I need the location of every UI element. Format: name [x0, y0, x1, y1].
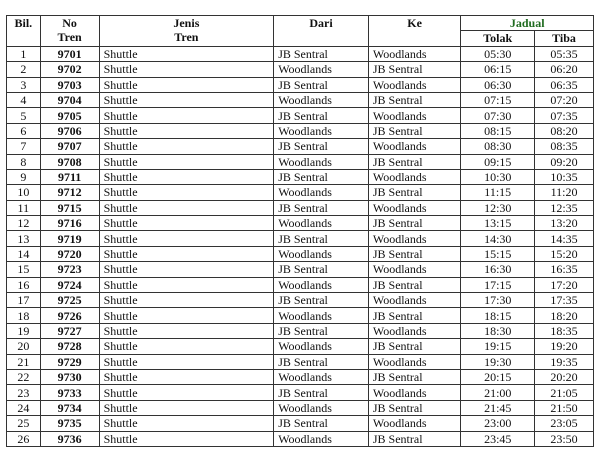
cell-dari: Woodlands: [274, 62, 369, 77]
cell-jenis: Shuttle: [99, 431, 274, 446]
cell-tolak: 15:15: [461, 246, 535, 261]
cell-tiba: 21:05: [535, 385, 594, 400]
cell-dari: JB Sentral: [274, 200, 369, 215]
header-no-line1: No: [62, 16, 77, 30]
table-row: [7, 231, 594, 246]
cell-bil: 3: [7, 77, 41, 92]
cell-tolak: 21:45: [461, 400, 535, 415]
cell-tiba: 07:35: [535, 108, 594, 123]
table-header: [7, 16, 594, 47]
table-row: [7, 339, 594, 354]
cell-bil: 19: [7, 323, 41, 338]
cell-ke: Woodlands: [368, 385, 461, 400]
cell-bil: 25: [7, 416, 41, 431]
cell-tiba: 13:20: [535, 216, 594, 231]
header-bil: [7, 16, 41, 47]
cell-tolak: 10:30: [461, 169, 535, 184]
header-dari: [274, 16, 369, 47]
cell-dari: Woodlands: [274, 185, 369, 200]
cell-tiba: 23:05: [535, 416, 594, 431]
cell-dari: Woodlands: [274, 339, 369, 354]
cell-jenis: Shuttle: [99, 185, 274, 200]
header-tolak: [461, 31, 535, 46]
cell-ke: Woodlands: [368, 354, 461, 369]
cell-no: 9701: [40, 46, 99, 61]
cell-tolak: 19:15: [461, 339, 535, 354]
cell-no: 9734: [40, 400, 99, 415]
cell-ke: Woodlands: [368, 231, 461, 246]
cell-bil: 22: [7, 369, 41, 384]
cell-no: 9725: [40, 293, 99, 308]
cell-tolak: 06:15: [461, 62, 535, 77]
header-jenis-tren: [99, 16, 274, 47]
cell-tolak: 20:15: [461, 369, 535, 384]
cell-ke: JB Sentral: [368, 339, 461, 354]
header-no-line2: Tren: [57, 30, 82, 44]
cell-no: 9703: [40, 77, 99, 92]
table-row: [7, 139, 594, 154]
cell-no: 9727: [40, 323, 99, 338]
cell-no: 9733: [40, 385, 99, 400]
cell-bil: 24: [7, 400, 41, 415]
cell-tiba: 16:35: [535, 262, 594, 277]
cell-bil: 21: [7, 354, 41, 369]
cell-no: 9726: [40, 308, 99, 323]
cell-jenis: Shuttle: [99, 77, 274, 92]
cell-ke: Woodlands: [368, 262, 461, 277]
cell-tiba: 09:20: [535, 154, 594, 169]
cell-tiba: 17:20: [535, 277, 594, 292]
header-bil-label: Bil.: [14, 16, 33, 30]
cell-no: 9723: [40, 262, 99, 277]
cell-dari: Woodlands: [274, 123, 369, 138]
cell-tolak: 06:30: [461, 77, 535, 92]
cell-dari: Woodlands: [274, 216, 369, 231]
header-jadual: [461, 16, 594, 31]
cell-bil: 5: [7, 108, 41, 123]
header-jadual-label: Jadual: [509, 16, 545, 30]
cell-tolak: 09:15: [461, 154, 535, 169]
cell-dari: JB Sentral: [274, 323, 369, 338]
cell-bil: 4: [7, 92, 41, 107]
table-row: [7, 62, 594, 77]
table-row: [7, 169, 594, 184]
cell-ke: Woodlands: [368, 77, 461, 92]
cell-tiba: 10:35: [535, 169, 594, 184]
cell-jenis: Shuttle: [99, 416, 274, 431]
cell-tolak: 14:30: [461, 231, 535, 246]
cell-tiba: 08:20: [535, 123, 594, 138]
cell-tiba: 17:35: [535, 293, 594, 308]
table-row: [7, 246, 594, 261]
cell-no: 9729: [40, 354, 99, 369]
cell-tolak: 07:15: [461, 92, 535, 107]
cell-jenis: Shuttle: [99, 400, 274, 415]
table-row: [7, 92, 594, 107]
cell-bil: 17: [7, 293, 41, 308]
cell-dari: Woodlands: [274, 246, 369, 261]
header-tiba: [535, 31, 594, 46]
cell-dari: Woodlands: [274, 92, 369, 107]
cell-ke: JB Sentral: [368, 369, 461, 384]
cell-bil: 11: [7, 200, 41, 215]
cell-tiba: 21:50: [535, 400, 594, 415]
cell-tolak: 08:15: [461, 123, 535, 138]
cell-jenis: Shuttle: [99, 369, 274, 384]
cell-dari: Woodlands: [274, 369, 369, 384]
cell-no: 9712: [40, 185, 99, 200]
table-row: [7, 354, 594, 369]
cell-dari: JB Sentral: [274, 416, 369, 431]
cell-dari: Woodlands: [274, 431, 369, 446]
cell-no: 9702: [40, 62, 99, 77]
cell-dari: JB Sentral: [274, 354, 369, 369]
cell-no: 9707: [40, 139, 99, 154]
cell-tolak: 05:30: [461, 46, 535, 61]
cell-no: 9719: [40, 231, 99, 246]
cell-tiba: 18:35: [535, 323, 594, 338]
cell-jenis: Shuttle: [99, 323, 274, 338]
cell-tiba: 18:20: [535, 308, 594, 323]
cell-ke: JB Sentral: [368, 277, 461, 292]
cell-no: 9704: [40, 92, 99, 107]
cell-tolak: 12:30: [461, 200, 535, 215]
cell-bil: 18: [7, 308, 41, 323]
cell-dari: Woodlands: [274, 308, 369, 323]
header-no-tren: [40, 16, 99, 47]
cell-jenis: Shuttle: [99, 231, 274, 246]
cell-dari: JB Sentral: [274, 169, 369, 184]
cell-tiba: 12:35: [535, 200, 594, 215]
cell-bil: 23: [7, 385, 41, 400]
cell-no: 9720: [40, 246, 99, 261]
cell-ke: JB Sentral: [368, 92, 461, 107]
header-jenis-line2: Tren: [174, 30, 199, 44]
cell-tolak: 08:30: [461, 139, 535, 154]
cell-dari: JB Sentral: [274, 139, 369, 154]
cell-bil: 14: [7, 246, 41, 261]
cell-no: 9736: [40, 431, 99, 446]
cell-tiba: 05:35: [535, 46, 594, 61]
cell-jenis: Shuttle: [99, 308, 274, 323]
cell-tolak: 18:30: [461, 323, 535, 338]
cell-bil: 20: [7, 339, 41, 354]
table-row: [7, 308, 594, 323]
cell-tiba: 06:35: [535, 77, 594, 92]
cell-dari: JB Sentral: [274, 46, 369, 61]
cell-no: 9715: [40, 200, 99, 215]
cell-jenis: Shuttle: [99, 246, 274, 261]
cell-bil: 26: [7, 431, 41, 446]
table-row: [7, 293, 594, 308]
cell-jenis: Shuttle: [99, 385, 274, 400]
table-row: [7, 262, 594, 277]
cell-ke: JB Sentral: [368, 216, 461, 231]
table-row: [7, 46, 594, 61]
cell-ke: Woodlands: [368, 46, 461, 61]
cell-no: 9708: [40, 154, 99, 169]
cell-ke: JB Sentral: [368, 185, 461, 200]
cell-bil: 6: [7, 123, 41, 138]
cell-dari: JB Sentral: [274, 262, 369, 277]
table-row: [7, 323, 594, 338]
cell-no: 9711: [40, 169, 99, 184]
cell-no: 9705: [40, 108, 99, 123]
cell-tolak: 18:15: [461, 308, 535, 323]
cell-jenis: Shuttle: [99, 277, 274, 292]
cell-bil: 9: [7, 169, 41, 184]
table-row: [7, 431, 594, 446]
table-row: [7, 185, 594, 200]
train-schedule-table: [6, 15, 594, 447]
cell-tiba: 08:35: [535, 139, 594, 154]
cell-dari: Woodlands: [274, 277, 369, 292]
cell-tolak: 23:00: [461, 416, 535, 431]
cell-tolak: 07:30: [461, 108, 535, 123]
table-row: [7, 385, 594, 400]
cell-tolak: 21:00: [461, 385, 535, 400]
cell-jenis: Shuttle: [99, 169, 274, 184]
cell-ke: JB Sentral: [368, 154, 461, 169]
cell-ke: Woodlands: [368, 293, 461, 308]
cell-tiba: 15:20: [535, 246, 594, 261]
table-row: [7, 123, 594, 138]
table-row: [7, 216, 594, 231]
cell-jenis: Shuttle: [99, 200, 274, 215]
header-tiba-label: Tiba: [552, 31, 576, 46]
header-row-top: [7, 16, 594, 31]
cell-jenis: Shuttle: [99, 92, 274, 107]
cell-ke: Woodlands: [368, 416, 461, 431]
cell-bil: 8: [7, 154, 41, 169]
cell-tolak: 23:45: [461, 431, 535, 446]
cell-ke: JB Sentral: [368, 246, 461, 261]
cell-tolak: 11:15: [461, 185, 535, 200]
cell-tolak: 13:15: [461, 216, 535, 231]
table-body: [7, 46, 594, 446]
table-row: [7, 77, 594, 92]
cell-tiba: 06:20: [535, 62, 594, 77]
cell-bil: 15: [7, 262, 41, 277]
cell-ke: Woodlands: [368, 323, 461, 338]
cell-dari: JB Sentral: [274, 293, 369, 308]
cell-jenis: Shuttle: [99, 46, 274, 61]
table-row: [7, 108, 594, 123]
cell-jenis: Shuttle: [99, 62, 274, 77]
table-row: [7, 369, 594, 384]
cell-no: 9724: [40, 277, 99, 292]
cell-bil: 16: [7, 277, 41, 292]
cell-no: 9735: [40, 416, 99, 431]
cell-tolak: 17:30: [461, 293, 535, 308]
cell-ke: Woodlands: [368, 169, 461, 184]
cell-tolak: 17:15: [461, 277, 535, 292]
header-ke-label: Ke: [407, 16, 422, 30]
table-row: [7, 416, 594, 431]
cell-jenis: Shuttle: [99, 154, 274, 169]
cell-bil: 2: [7, 62, 41, 77]
cell-ke: JB Sentral: [368, 62, 461, 77]
cell-dari: JB Sentral: [274, 385, 369, 400]
header-ke: [368, 16, 461, 47]
header-dari-label: Dari: [309, 16, 333, 30]
cell-dari: JB Sentral: [274, 231, 369, 246]
cell-dari: Woodlands: [274, 400, 369, 415]
cell-ke: Woodlands: [368, 200, 461, 215]
cell-tiba: 07:20: [535, 92, 594, 107]
cell-ke: JB Sentral: [368, 431, 461, 446]
cell-bil: 7: [7, 139, 41, 154]
cell-no: 9728: [40, 339, 99, 354]
cell-jenis: Shuttle: [99, 108, 274, 123]
header-jenis-line1: Jenis: [173, 16, 200, 30]
cell-no: 9730: [40, 369, 99, 384]
cell-tiba: 14:35: [535, 231, 594, 246]
cell-ke: Woodlands: [368, 108, 461, 123]
table-row: [7, 400, 594, 415]
cell-bil: 13: [7, 231, 41, 246]
cell-ke: Woodlands: [368, 139, 461, 154]
cell-jenis: Shuttle: [99, 262, 274, 277]
cell-tiba: 19:35: [535, 354, 594, 369]
cell-no: 9706: [40, 123, 99, 138]
cell-bil: 10: [7, 185, 41, 200]
cell-jenis: Shuttle: [99, 354, 274, 369]
table-row: [7, 154, 594, 169]
cell-no: 9716: [40, 216, 99, 231]
cell-bil: 1: [7, 46, 41, 61]
cell-jenis: Shuttle: [99, 216, 274, 231]
cell-tiba: 23:50: [535, 431, 594, 446]
cell-ke: JB Sentral: [368, 123, 461, 138]
table-row: [7, 277, 594, 292]
header-tolak-label: Tolak: [483, 31, 513, 46]
cell-jenis: Shuttle: [99, 293, 274, 308]
cell-dari: JB Sentral: [274, 77, 369, 92]
cell-ke: JB Sentral: [368, 400, 461, 415]
cell-tiba: 19:20: [535, 339, 594, 354]
cell-bil: 12: [7, 216, 41, 231]
cell-jenis: Shuttle: [99, 139, 274, 154]
table-row: [7, 200, 594, 215]
cell-jenis: Shuttle: [99, 123, 274, 138]
cell-jenis: Shuttle: [99, 339, 274, 354]
cell-ke: JB Sentral: [368, 308, 461, 323]
cell-dari: Woodlands: [274, 154, 369, 169]
cell-tiba: 11:20: [535, 185, 594, 200]
cell-tolak: 16:30: [461, 262, 535, 277]
cell-tiba: 20:20: [535, 369, 594, 384]
cell-tolak: 19:30: [461, 354, 535, 369]
cell-dari: JB Sentral: [274, 108, 369, 123]
